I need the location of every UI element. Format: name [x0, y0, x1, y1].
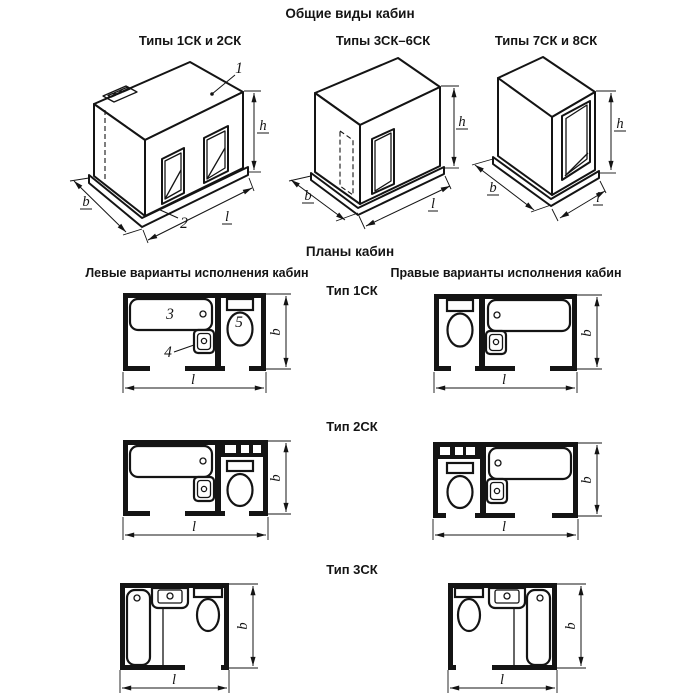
vent-slot: [440, 447, 450, 455]
callout-bath: 3: [166, 306, 174, 323]
vent-slot: [455, 447, 463, 455]
dim-label-h: h: [259, 118, 267, 134]
wall-left: [434, 294, 439, 371]
wall-bottom-segment: [475, 513, 515, 518]
wall-bottom-segment: [123, 511, 150, 516]
plan-1ck-right: [434, 294, 602, 393]
right-variants-label: Правые варианты исполнения кабин: [390, 266, 622, 280]
toilet-bowl: [197, 599, 219, 631]
washbasin-drain: [493, 339, 498, 344]
iso-title-types-7-8: Типы 7СК и 8СК: [494, 33, 598, 48]
wall-bottom-segment: [550, 366, 577, 371]
dim-label-h: h: [616, 116, 624, 132]
wall-right: [261, 293, 266, 371]
plans-title: Планы кабин: [305, 244, 395, 259]
wall-right: [552, 583, 557, 670]
plan-row-title-2ck: Тип 2СК: [326, 419, 378, 434]
washbasin-drain: [504, 593, 510, 599]
washbasin-drain: [201, 486, 206, 491]
dim-label-l: l: [501, 372, 507, 388]
plan-3ck-right: [448, 583, 586, 693]
ext-line: [472, 159, 493, 165]
bath-drain: [495, 460, 501, 466]
wall-left: [120, 583, 125, 670]
toilet-tank: [455, 588, 483, 597]
wall-bottom-segment: [434, 366, 451, 371]
dim-label-l: l: [501, 519, 507, 535]
ext-line: [289, 176, 311, 181]
wall-left: [433, 442, 438, 518]
dim-label-l: l: [191, 519, 197, 535]
ext-line: [552, 209, 558, 221]
toilet-tank: [447, 463, 473, 473]
wall-bottom-segment: [221, 665, 229, 670]
callout-washbasin: 4: [164, 344, 172, 361]
plan-row-title-3ck: Тип 3СК: [326, 562, 378, 577]
wall-left: [123, 293, 128, 371]
vent-slot: [466, 447, 475, 455]
dim-label-l: l: [499, 672, 505, 688]
general-views-title: Общие виды кабин: [285, 6, 415, 21]
toilet-bowl: [448, 314, 473, 347]
callout-roof-panel: 1: [235, 60, 243, 77]
toilet-bowl: [458, 599, 480, 631]
dim-label-b: b: [304, 188, 312, 204]
plan-2ck-left: [123, 440, 291, 540]
iso-title-types-1-2: Типы 1СК и 2СК: [138, 33, 242, 48]
iso-title-types-3-6: Типы 3СК–6СК: [335, 33, 431, 48]
wall-partition: [479, 294, 485, 371]
wall-right: [572, 294, 577, 371]
ext-line: [531, 205, 551, 212]
dim-label-b: b: [235, 622, 251, 630]
bath-drain: [134, 595, 140, 601]
dim-label-b: b: [563, 622, 579, 630]
ext-line: [336, 213, 358, 221]
dim-label-b: b: [489, 180, 497, 196]
ext-line: [143, 230, 148, 243]
wall-bottom-segment: [492, 665, 557, 670]
bath-drain: [537, 595, 543, 601]
bath-drain: [494, 312, 500, 318]
wall-top: [123, 293, 266, 298]
wall-left: [448, 583, 453, 670]
dim-label-l: l: [430, 196, 436, 212]
toilet-bowl: [228, 474, 253, 506]
left-variants-label: Левые варианты исполнения кабин: [85, 266, 309, 280]
plan-row-title-1ck: Тип 1СК: [326, 283, 378, 298]
wall-left: [123, 440, 128, 516]
dim-label-b: b: [82, 194, 90, 210]
plan-1ck-left: [123, 293, 291, 393]
wall-partition: [215, 440, 221, 516]
wall-bottom-segment: [120, 665, 185, 670]
wall-top: [434, 294, 577, 299]
wall-bottom-segment: [185, 511, 225, 516]
washbasin-drain: [494, 488, 499, 493]
wall-partition: [215, 293, 221, 371]
vent-slot: [253, 445, 261, 453]
wall-bottom-segment: [249, 366, 266, 371]
dim-label-b: b: [268, 474, 284, 482]
callout-4-leader: [174, 345, 194, 352]
washbasin-drain: [201, 338, 206, 343]
wall-bottom-segment: [249, 511, 268, 516]
wall-right: [224, 583, 229, 670]
vent-slot: [225, 445, 236, 453]
wall-bottom-segment: [123, 366, 150, 371]
wall-bottom-segment: [433, 513, 446, 518]
toilet-bowl: [448, 476, 473, 508]
wall-partition: [480, 442, 486, 518]
dim-label-b: b: [579, 329, 595, 337]
wall-bottom-segment: [475, 366, 515, 371]
wall-right: [573, 442, 578, 518]
washbasin-drain: [167, 593, 173, 599]
iso-view-types-7-8: [472, 57, 626, 221]
callout-1-dot: [210, 92, 214, 96]
toilet-tank: [194, 588, 222, 597]
dim-label-l: l: [595, 190, 601, 206]
dim-label-h: h: [458, 114, 466, 130]
dim-label-b: b: [268, 328, 284, 336]
ext-line: [70, 178, 89, 181]
plan-3ck-left: [120, 583, 258, 693]
wall-bottom-segment: [185, 366, 225, 371]
callout-floor-panel: 2: [180, 215, 188, 232]
bath-drain: [200, 458, 206, 464]
ext-line: [359, 216, 365, 229]
callout-toilet: 5: [235, 314, 243, 331]
toilet-tank: [227, 461, 253, 471]
toilet-tank: [227, 299, 253, 310]
wall-bottom-segment: [448, 665, 456, 670]
toilet-tank: [447, 300, 473, 311]
wall-bottom-segment: [552, 513, 578, 518]
dim-label-l: l: [190, 372, 196, 388]
plan-2ck-right: [433, 442, 602, 540]
bath-drain: [200, 311, 206, 317]
dim-label-b: b: [579, 476, 595, 484]
vent-slot: [241, 445, 249, 453]
iso-view-types-3-6: [289, 58, 468, 229]
dim-label-l: l: [171, 672, 177, 688]
iso-view-types-1-2: [70, 60, 269, 243]
dim-label-l: l: [224, 209, 230, 225]
